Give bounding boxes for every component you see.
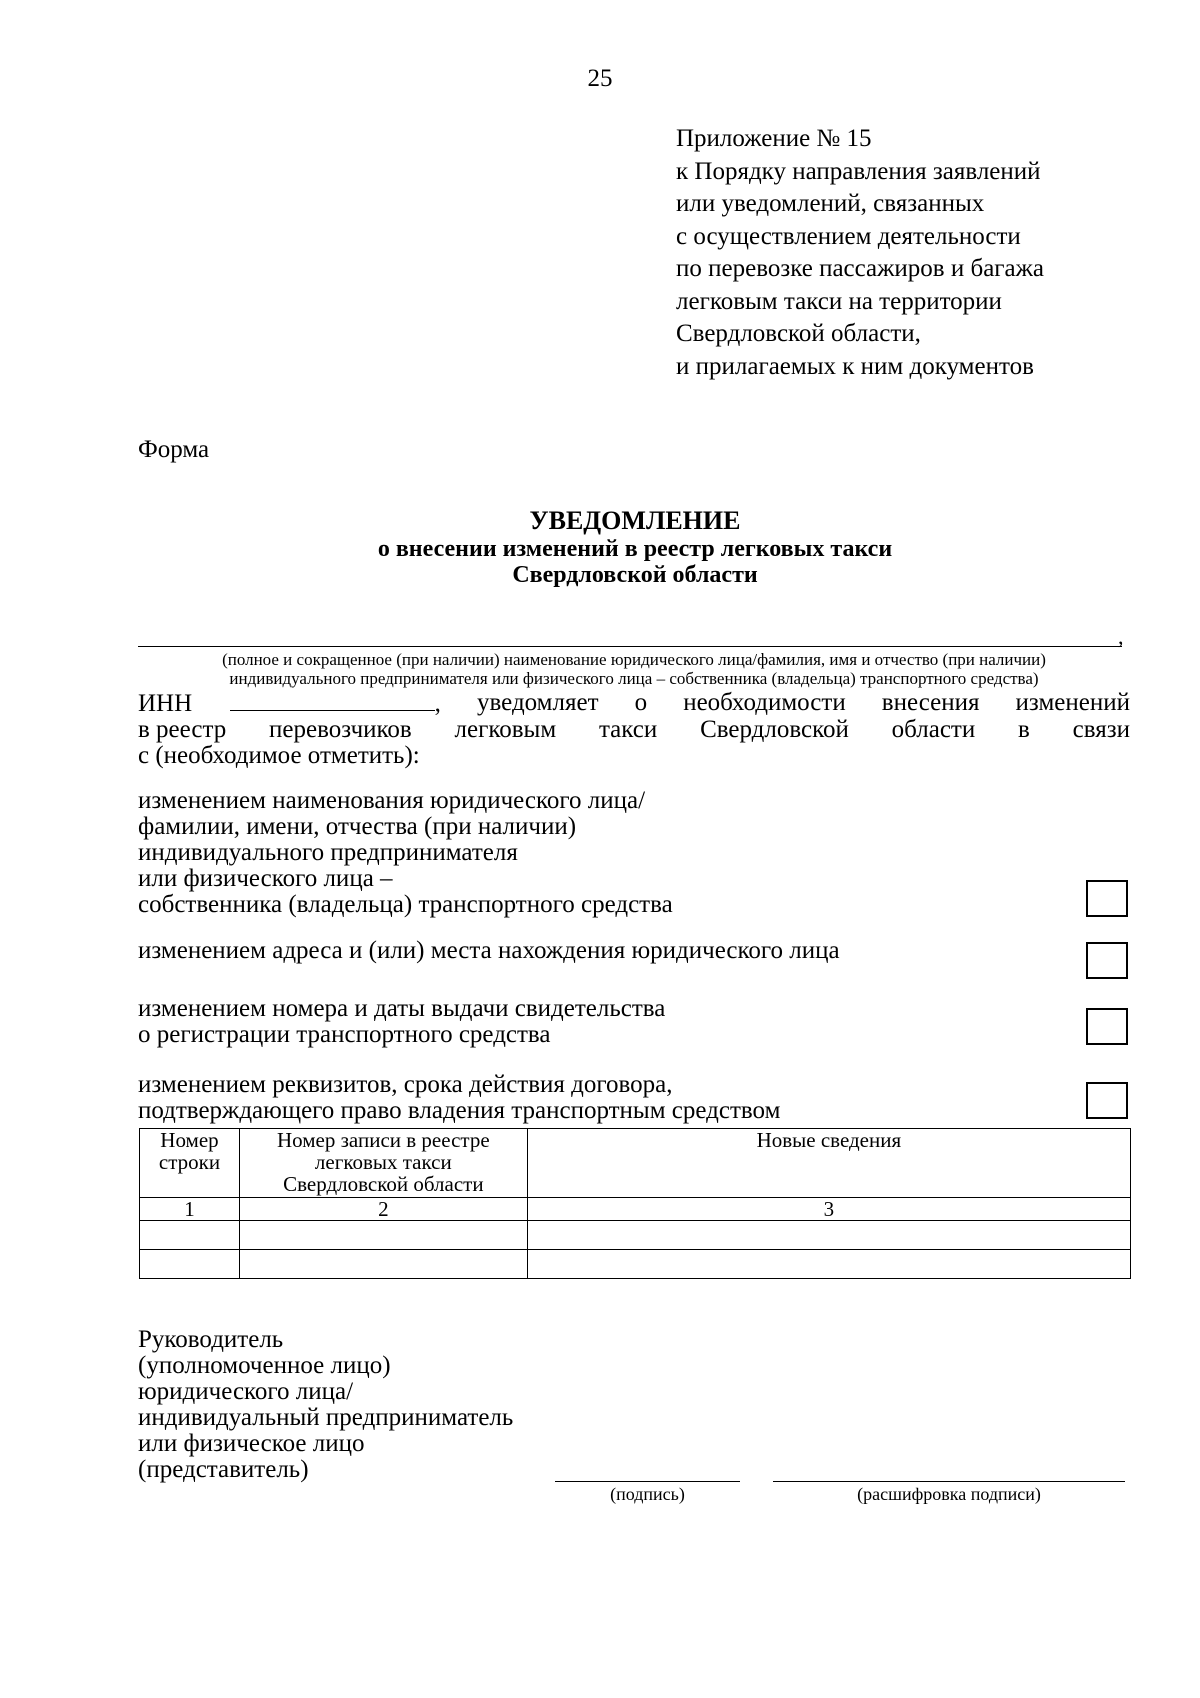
option-certificate-change [138, 996, 1138, 1048]
option-line: фамилии, имени, отчества (при наличии) [138, 813, 577, 840]
inn-line-2 [138, 717, 1130, 743]
appendix-line: к Порядку направления заявлений [676, 157, 1041, 185]
appendix-line: и прилагаемых к ним документов [676, 352, 1034, 380]
inn-word: в реестр [138, 716, 227, 743]
table-cell[interactable] [239, 1250, 527, 1279]
changes-table [139, 1128, 1131, 1279]
applicant-name-comma: , [1118, 624, 1124, 649]
signature-line: юридического лица/ [138, 1378, 354, 1405]
table-number-row [140, 1198, 1131, 1221]
signature-block [138, 1327, 513, 1483]
title-subtitle: Свердловской области [512, 562, 758, 588]
inn-word: ИНН [138, 690, 193, 717]
signature-field[interactable] [555, 1481, 740, 1482]
applicant-name-caption [138, 650, 1130, 688]
inn-word: изменений [1015, 689, 1130, 716]
inn-line-1 [138, 690, 1130, 717]
option-line: или физического лица – [138, 865, 393, 892]
table-header-row [140, 1129, 1131, 1198]
appendix-note [676, 123, 1044, 383]
table-cell[interactable] [239, 1221, 527, 1250]
header-registry-record [239, 1129, 527, 1198]
inn-word: области [891, 716, 976, 743]
header-line: Новые сведения [756, 1128, 902, 1152]
caption-line: (полное и сокращенное (при наличии) наименование юридического лица/фамилия, имя и отчество (при наличии) [222, 650, 1046, 669]
option-line: собственника (владельца) транспортного средства [138, 891, 673, 918]
table-cell[interactable] [527, 1221, 1130, 1250]
inn-word: такси [598, 716, 658, 743]
inn-word: перевозчиков [269, 716, 412, 743]
header-line: Свердловской области [283, 1172, 484, 1196]
signature-line: (уполномоченное лицо) [138, 1352, 391, 1379]
inn-line-3: с (необходимое отметить): [138, 742, 420, 769]
option-line: изменением адреса и (или) места нахождения юридического лица [138, 937, 840, 964]
appendix-line: Приложение № 15 [676, 125, 872, 152]
title-subtitle: о внесении изменений в реестр легковых такси [377, 536, 893, 562]
appendix-line: с осуществлением деятельности [676, 222, 1021, 250]
inn-word: связи [1072, 716, 1130, 743]
inn-word: необходимости [683, 689, 846, 716]
signature-line: или физическое лицо [138, 1430, 365, 1457]
header-new-info [527, 1129, 1130, 1198]
inn-word: внесения [881, 689, 980, 716]
page-number: 25 [587, 65, 613, 92]
signature-line: (представитель) [138, 1456, 309, 1483]
appendix-line: по перевозке пассажиров и багажа [676, 255, 1045, 282]
title-main: УВЕДОМЛЕНИЕ [529, 506, 741, 535]
option-line: о регистрации транспортного средства [138, 1021, 551, 1048]
header-line: легковых такси [314, 1150, 452, 1174]
appendix-line: Свердловской области, [676, 320, 921, 347]
option-checkbox[interactable] [1086, 942, 1128, 979]
option-line: изменением наименования юридического лица/ [138, 787, 646, 814]
header-line: строки [158, 1150, 221, 1174]
option-line: изменением номера и даты выдачи свидетельства [138, 995, 666, 1022]
column-number: 2 [239, 1198, 527, 1221]
inn-word: в [1018, 716, 1030, 743]
option-line: индивидуального предпринимателя [138, 839, 518, 866]
inn-label [138, 690, 441, 717]
option-checkbox[interactable] [1086, 1008, 1128, 1045]
appendix-line: легковым такси на территории [676, 287, 1002, 315]
signature-decode-caption: (расшифровка подписи) [857, 1484, 1041, 1504]
inn-word: Свердловской [700, 716, 849, 743]
appendix-line: или уведомлений, связанных [676, 190, 985, 217]
option-text [138, 996, 1138, 1048]
signature-caption: (подпись) [610, 1484, 685, 1504]
header-line: Номер [160, 1128, 219, 1152]
inn-field[interactable] [230, 690, 435, 711]
form-label: Форма [138, 436, 210, 463]
option-text [138, 788, 1138, 918]
signature-line: Руководитель [138, 1326, 284, 1353]
column-number: 3 [527, 1198, 1130, 1221]
document-title [0, 506, 1200, 588]
caption-line: индивидуального предпринимателя или физического лица – собственника (владельца) транспортного средства) [229, 669, 1039, 688]
header-line: Номер записи в реестре [277, 1128, 490, 1152]
inn-statement [138, 690, 1130, 769]
table-row [140, 1221, 1131, 1250]
inn-word: легковым [454, 716, 557, 743]
table-cell[interactable] [140, 1250, 240, 1279]
header-row-number [140, 1129, 240, 1198]
table-cell[interactable] [140, 1221, 240, 1250]
option-line: подтверждающего право владения транспортным средством [138, 1097, 781, 1124]
inn-comma: , [434, 690, 441, 717]
option-address-change [138, 938, 1138, 964]
option-name-change [138, 788, 1138, 918]
option-line: изменением реквизитов, срока действия договора, [138, 1071, 673, 1098]
applicant-name-field[interactable] [138, 646, 1122, 647]
signature-decode-field[interactable] [773, 1481, 1125, 1482]
option-text [138, 938, 1138, 964]
inn-word: уведомляет [477, 689, 599, 716]
inn-word: о [634, 689, 648, 716]
column-number: 1 [140, 1198, 240, 1221]
option-text [138, 1072, 1138, 1124]
option-contract-change [138, 1072, 1138, 1124]
option-checkbox[interactable] [1086, 1082, 1128, 1119]
table-cell[interactable] [527, 1250, 1130, 1279]
signature-line: индивидуальный предприниматель [138, 1404, 514, 1431]
table-row [140, 1250, 1131, 1279]
option-checkbox[interactable] [1086, 880, 1128, 917]
